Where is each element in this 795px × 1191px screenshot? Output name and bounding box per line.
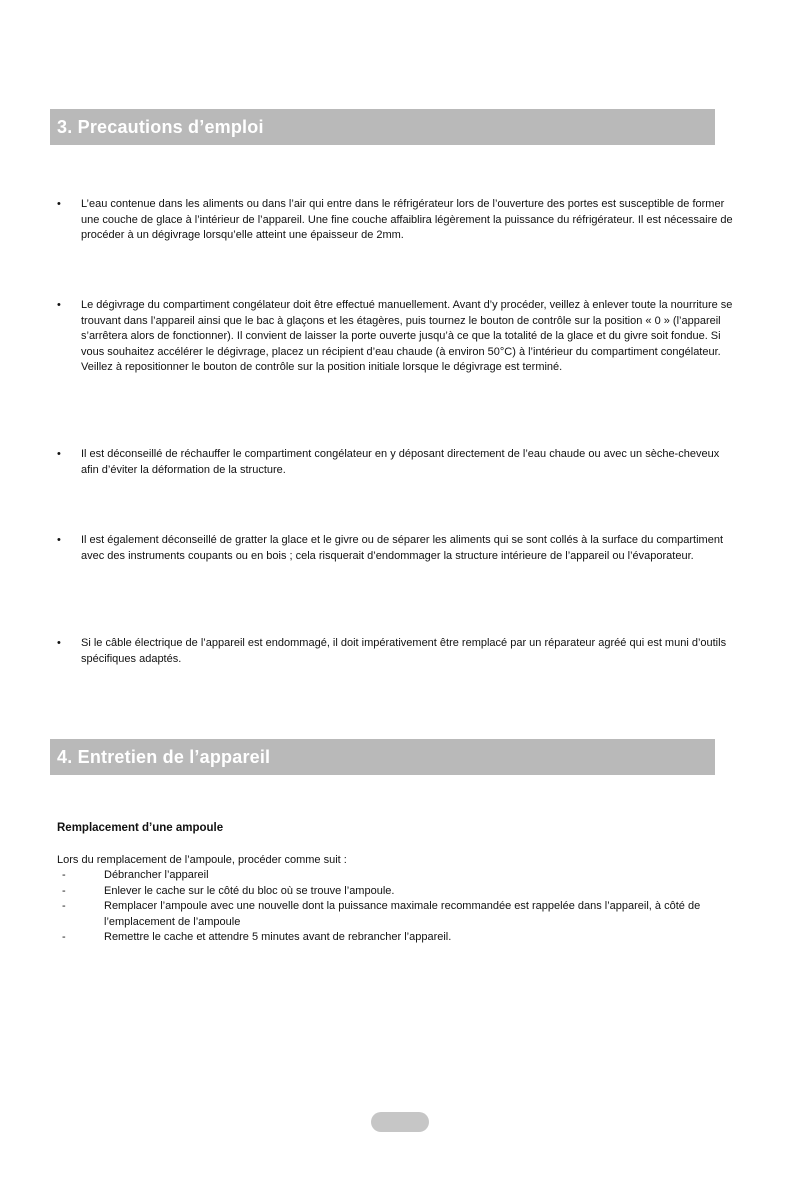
list-item [57,197,737,244]
list-item [57,533,737,564]
dash-symbol: - [62,931,66,943]
bullet-symbol: • [57,448,61,460]
step-text: Remplacer l’ampoule avec une nouvelle dont la puissance maximale recommandée est rappelée dans l’appareil, à côté de l’emplacement de l’ampoule [104,900,701,928]
bullet-symbol: • [57,637,61,649]
list-item [57,899,747,930]
paragraph-text: L’eau contenue dans les aliments ou dans l’air qui entre dans le réfrigérateur lors de l’ouverture des portes est susceptible de former une couche de glace à l’intérieur de l’appareil. Une fine couche affaiblira légèrement la puissance du réfrigérateur. Il est nécessaire de procéder à un dégivrage lorsqu’elle atteint une épaisseur de 2mm. [81,198,733,241]
list-item [57,636,737,667]
dash-symbol: - [62,869,66,881]
dash-symbol: - [62,900,66,912]
section-header-precautions [50,109,715,145]
step-text: Enlever le cache sur le côté du bloc où se trouve l’ampoule. [104,884,395,897]
list-item [57,884,747,900]
list-item [57,868,747,884]
intro-text: Lors du remplacement de l’ampoule, procéder comme suit : [57,854,347,866]
bullet-symbol: • [57,198,61,210]
bullet-symbol: • [57,534,61,546]
dash-symbol: - [62,884,66,897]
steps-list [57,868,747,946]
list-item [57,298,737,376]
paragraph-text: Il est déconseillé de réchauffer le compartiment congélateur en y déposant directement de l’eau chaude ou avec un sèche-cheveux afin d’éviter la déformation de la structure. [81,448,720,476]
section-header-maintenance [50,739,715,775]
paragraph-text: Il est également déconseillé de gratter la glace et le givre ou de séparer les aliments qui se sont collés à la surface du compartiment avec des instruments coupants ou en bois ; cela risquerait d’endommager la structure intérieure de l’appareil ou l’évaporateur. [81,534,724,562]
page-number-pill [371,1112,429,1132]
section-title: 3. Precautions d’emploi [57,117,264,137]
list-item [57,930,747,946]
step-text: Remettre le cache et attendre 5 minutes avant de rebrancher l’appareil. [104,931,452,943]
section-title: 4. Entretien de l’appareil [57,747,271,767]
list-item [57,447,737,478]
paragraph-text: Si le câble électrique de l’appareil est endommagé, il doit impérativement être remplacé par un réparateur agréé qui est muni d’outils spécifiques adaptés. [81,637,727,665]
paragraph-text: Le dégivrage du compartiment congélateur doit être effectué manuellement. Avant d’y procéder, veillez à enlever toute la nourriture se trouvant dans l’appareil ainsi que le bac à glaçons et les étagères, puis tournez le bouton de contrôle sur la position « 0 » (l’appareil s’arrêtera alors de fonctionner). Il convient de laisser la porte ouverte jusqu’à ce que la totalité de la glace et du givre soit fondue. Si vous souhaitez accélérer le dégivrage, placez un récipient d’eau chaude (à environ 50°C) à l’intérieur du compartiment congélateur. Veillez à repositionner le bouton de contrôle sur la position initiale lorsque le dégivrage est terminé. [81,299,733,373]
bullet-symbol: • [57,299,61,311]
step-text: Débrancher l’appareil [104,869,209,881]
subheading: Remplacement d’une ampoule [57,822,224,834]
